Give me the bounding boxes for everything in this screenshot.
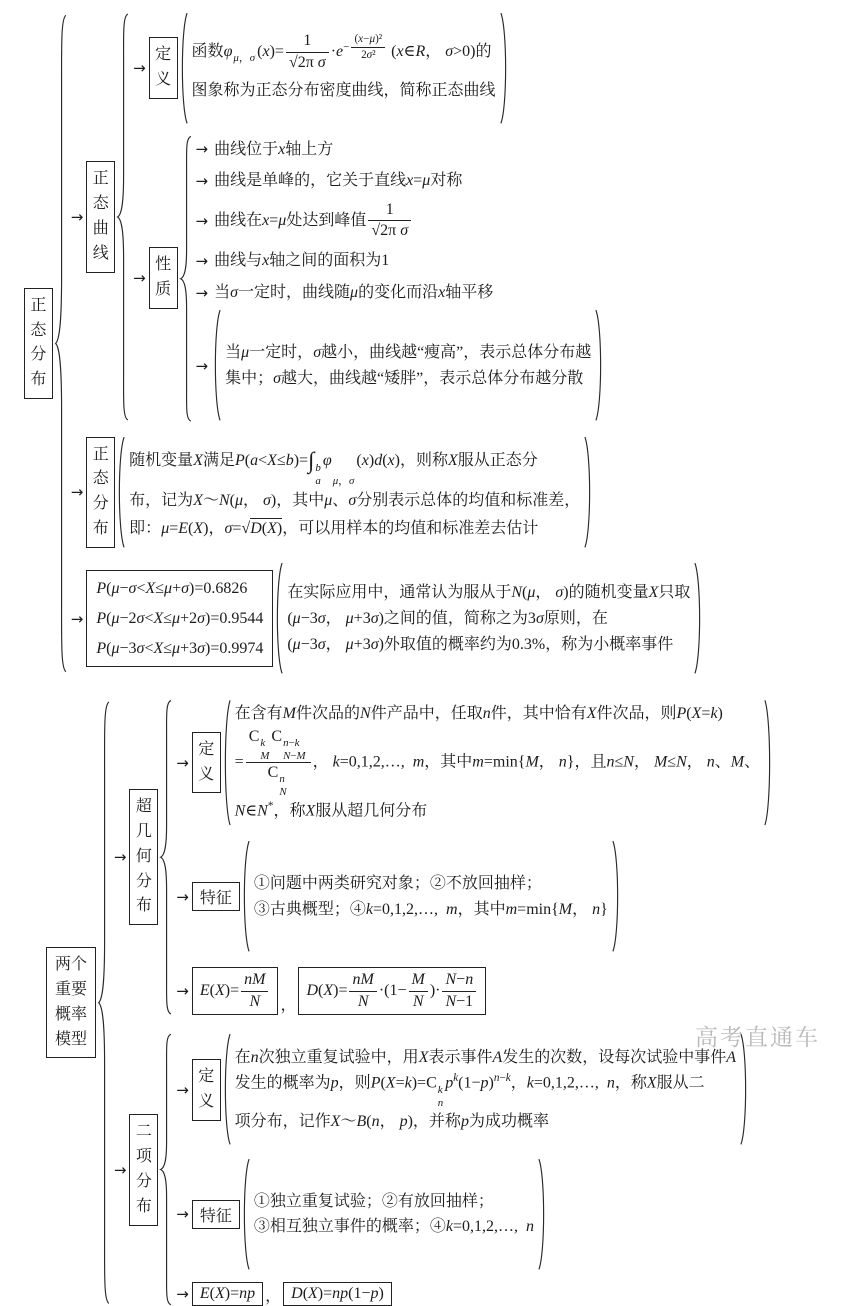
- node-features-label: 特征: [192, 1200, 240, 1229]
- property-item: [193, 198, 606, 245]
- arrow-icon: →: [113, 1160, 127, 1179]
- node-features-label: 特征: [192, 882, 240, 911]
- hyper-expectation-box: E(X)= $\frac{nM}{N}$: [192, 967, 279, 1016]
- brace-icon: [97, 699, 110, 1306]
- arrow-icon: →: [176, 1285, 189, 1304]
- branch-normal-curve: [68, 12, 705, 422]
- binomial-variance-box: D(X)=np(1−p): [283, 1282, 392, 1306]
- hyper-features-text: ①问题中两类研究对象；②不放回抽样； ③古典概型；④k=0,1,2,…, m，其中m=min{M， n}: [253, 875, 608, 918]
- branch-binomial-features: [173, 1158, 750, 1271]
- arrow-icon: →: [113, 848, 127, 867]
- arrow-icon: →: [195, 140, 209, 159]
- three-sigma-formula-box: [86, 570, 273, 667]
- branch-curve-properties: [130, 135, 605, 422]
- arrow-icon: →: [195, 283, 209, 302]
- arrow-icon: →: [70, 609, 84, 628]
- branch-normal-distribution: [24, 12, 844, 675]
- paren-left-icon: [222, 699, 231, 826]
- property-text: 曲线是单峰的，它关于直线x=μ对称: [214, 172, 463, 190]
- paren-right-icon: [500, 12, 509, 125]
- sigma-formula-2: P(μ−2σ<X≤μ+2σ)=0.9544: [96, 609, 264, 627]
- paren-right-icon: [538, 1158, 547, 1271]
- comma-separator: ，: [280, 997, 297, 1015]
- property-item: [193, 166, 606, 196]
- watermark: 高考直通车: [695, 1024, 820, 1050]
- brace-icon: [179, 135, 192, 422]
- node-definition-label: 定义: [192, 732, 221, 794]
- arrow-icon: →: [176, 753, 189, 772]
- branch-binomial-definition: [173, 1033, 750, 1146]
- property-text: 当μ一定时，σ越小，曲线越“瘦高”，表示总体分布越 集中；σ越大，曲线越“矮胖”，表示总体分布越分散: [225, 344, 592, 387]
- binomial-features-text: ①独立重复试验；②有放回抽样； ③相互独立事件的概率；④k=0,1,2,…, n: [253, 1192, 535, 1236]
- branch-binomial: [111, 1033, 774, 1306]
- paren-left-icon: [179, 12, 188, 125]
- branch-hyper-moments: [173, 967, 774, 1016]
- curve-definition-text: 函数φ μ，σ (x)= $\frac{1}{\text{√2π σ}}$ $\cdot e^{- \frac{\text{(x−μ)²}}{\text{2σ²}}}$ (x∈R， σ>0)的 图象称为正态分布密度曲线，简称正态曲线: [191, 32, 496, 100]
- arrow-icon: →: [195, 252, 209, 271]
- paren-right-icon: [612, 840, 621, 953]
- brace-icon: [116, 12, 129, 422]
- hyper-definition-text: 在含有M件次品的N件产品中，任取n件，其中恰有X件次品，则P(X=k) = C k M C n−k N−M C n N ， k=0,1,2,…, m，其中m=min{M， n}，且n≤N， M≤N， n、M、 N∈N*，称X服从超几何分布: [234, 704, 761, 820]
- node-hypergeometric-label: 超几何分布: [129, 789, 158, 925]
- hyper-variance-box: D(X)= $\frac{nM}{N}$ ·(1− $\frac{M}{N}$ )· $\frac{N-n}{N-1}$: [298, 967, 486, 1016]
- binomial-expectation-box: E(X)=np: [192, 1282, 263, 1306]
- node-definition-label: 定义: [192, 1059, 221, 1121]
- paren-right-icon: [584, 436, 593, 549]
- node-definition-label: 定义: [149, 37, 178, 99]
- paren-left-icon: [222, 1033, 231, 1146]
- paren-left-icon: [116, 436, 125, 549]
- branch-two-models: [46, 699, 844, 1306]
- paren-left-icon: [241, 840, 250, 953]
- brace-icon: [54, 12, 67, 675]
- paren-right-icon: [595, 309, 604, 422]
- arrow-icon: →: [195, 356, 209, 375]
- arrow-icon: →: [176, 887, 189, 906]
- sigma-formula-3: P(μ−3σ<X≤μ+3σ)=0.9974: [96, 639, 264, 657]
- property-text: 曲线在x=μ处达到峰值 $\frac{1}{\text{√2π σ}}$: [211, 198, 416, 245]
- arrow-icon: →: [176, 982, 189, 1001]
- node-properties-label: 性质: [149, 247, 178, 309]
- property-item: [193, 278, 606, 308]
- binomial-definition-text: 在n次独立重复试验中，用X表示事件A发生的次数，设每次试验中事件A 发生的概率为p，则P(X=k)=C k n $p^k(1-p)^{n-k}$，k=0,1,2,…, n，称X服从二 项分布，记作X～B(n， p)，并称p为成功概率: [234, 1048, 737, 1131]
- brace-icon: [159, 1033, 172, 1306]
- arrow-icon: →: [70, 483, 84, 502]
- paren-left-icon: [212, 309, 221, 422]
- arrow-icon: →: [133, 59, 146, 78]
- comma-separator: ，: [265, 1288, 282, 1306]
- three-sigma-note: 在实际应用中，通常认为服从于N(μ， σ)的随机变量X只取 (μ−3σ， μ+3σ)之间的值，简称之为3σ原则，在 (μ−3σ， μ+3σ)外取值的概率约为0.3%，称为小概率事件: [287, 584, 691, 653]
- property-text: 当σ一定时，曲线随μ的变化而沿x轴平移: [214, 283, 494, 301]
- distribution-text: 随机变量X满足P(a<X≤b)=∫ b a φ μ，σ (x)d(x)，则称X服从正态分 布，记为X～N(μ， σ)，其中μ、σ分别表示总体的均值和标准差， 即：μ=E(X)，σ=√D(X)，可以用样本的均值和标准差去估计: [129, 448, 581, 538]
- sigma-formula-1: P(μ−σ<X≤μ+σ)=0.6826: [96, 580, 248, 598]
- branch-hyper-features: [173, 840, 774, 953]
- property-item: [193, 135, 606, 165]
- node-normal-root-label: 正态分布: [24, 288, 53, 399]
- paren-left-icon: [274, 562, 283, 675]
- property-text: 曲线位于x轴上方: [214, 140, 334, 158]
- branch-hypergeometric: [111, 699, 774, 1015]
- branch-normal-distribution-def: [68, 436, 705, 549]
- arrow-icon: →: [195, 211, 209, 230]
- node-models-root-label: 两个重要概率模型: [46, 947, 96, 1058]
- properties-list: [193, 135, 606, 422]
- arrow-icon: →: [133, 269, 146, 288]
- node-distribution-label: 正态分布: [86, 437, 115, 548]
- property-text: 曲线与x轴之间的面积为1: [214, 252, 390, 270]
- arrow-icon: →: [70, 207, 84, 226]
- brace-icon: [159, 699, 172, 1015]
- paren-right-icon: [764, 699, 773, 826]
- branch-hyper-definition: [173, 699, 774, 826]
- arrow-icon: →: [176, 1205, 189, 1224]
- arrow-icon: →: [176, 1080, 189, 1099]
- branch-curve-definition: [130, 12, 605, 125]
- node-normal-curve-label: 正态曲线: [86, 161, 115, 272]
- property-item: [193, 246, 606, 276]
- branch-binomial-moments: [173, 1282, 750, 1306]
- arrow-icon: →: [195, 171, 209, 190]
- paren-right-icon: [694, 562, 703, 675]
- branch-three-sigma: [68, 562, 705, 675]
- node-binomial-label: 二项分布: [129, 1114, 158, 1225]
- property-item: [193, 309, 606, 422]
- paren-left-icon: [241, 1158, 250, 1271]
